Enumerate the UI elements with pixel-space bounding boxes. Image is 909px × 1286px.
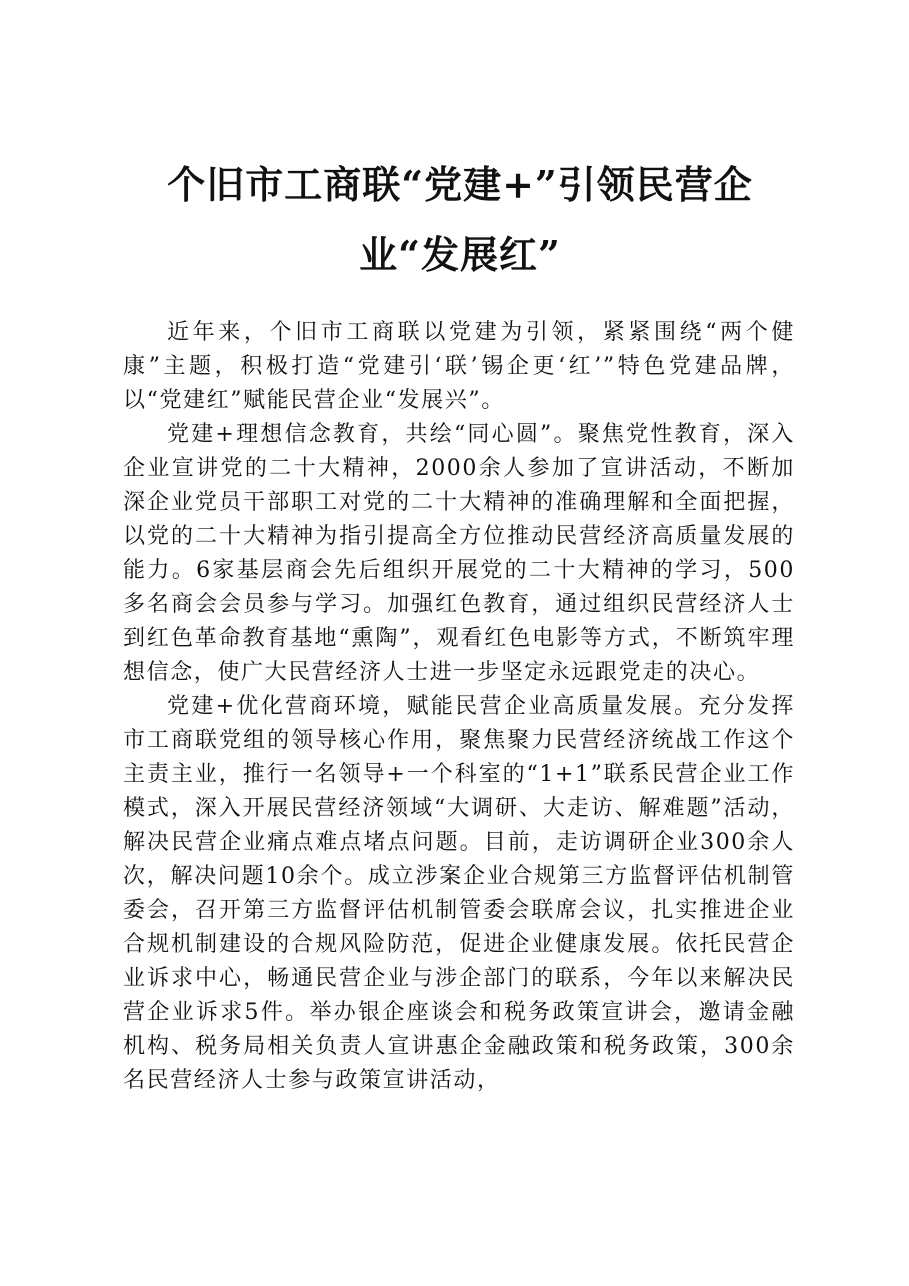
paragraph-business-environment: 党建+优化营商环境，赋能民营企业高质量发展。充分发挥市工商联党组的领导核心作用，聚焦聚力民营经济统战工作这个主责主业，推行一名领导+一个科室的“1+1”联系民营企业工作模式，深入开展民营经济领域“大调研、大走访、解难题”活动，解决民营企业痛点难点堵点问题。目前，走访调研企业300余人次，解决问题10余个。成立涉案企业合规第三方监督评估机制管委会，召开第三方监督评估机制管委会联席会议，扎实推进企业合规机制建设的合规风险防范，促进企业健康发展。依托民营企业诉求中心，畅通民营企业与涉企部门的联系，今年以来解决民营企业诉求5件。举办银企座谈会和税务政策宣讲会，邀请金融机构、税务局相关负责人宣讲惠企金融政策和税务政策，300余名民营经济人士参与政策宣讲活动， xyxy=(123,694,795,1093)
paragraph-ideals-education: 党建+理想信念教育，共绘“同心圆”。聚焦党性教育，深入企业宣讲党的二十大精神，2000余人参加了宣讲活动，不断加深企业党员干部职工对党的二十大精神的准确理解和全面把握，以党的二十大精神为指引提高全方位推动民营经济高质量发展的能力。6家基层商会先后组织开展党的二十大精神的学习，500多名商会会员参与学习。加强红色教育，通过组织民营经济人士到红色革命教育基地“熏陶”，观看红色电影等方式，不断筑牢理想信念，使广大民营经济人士进一步坚定永远跟党走的决心。 xyxy=(123,422,795,685)
document-body xyxy=(123,316,795,1098)
document-title: 个旧市工商联“党建+”引领民营企业“发展红” xyxy=(167,162,753,277)
paragraph-intro: 近年来，个旧市工商联以党建为引领，紧紧围绕“两个健康”主题，积极打造“党建引‘联’锡企更‘红’”特色党建品牌，以“党建红”赋能民营企业“发展兴”。 xyxy=(123,320,795,413)
